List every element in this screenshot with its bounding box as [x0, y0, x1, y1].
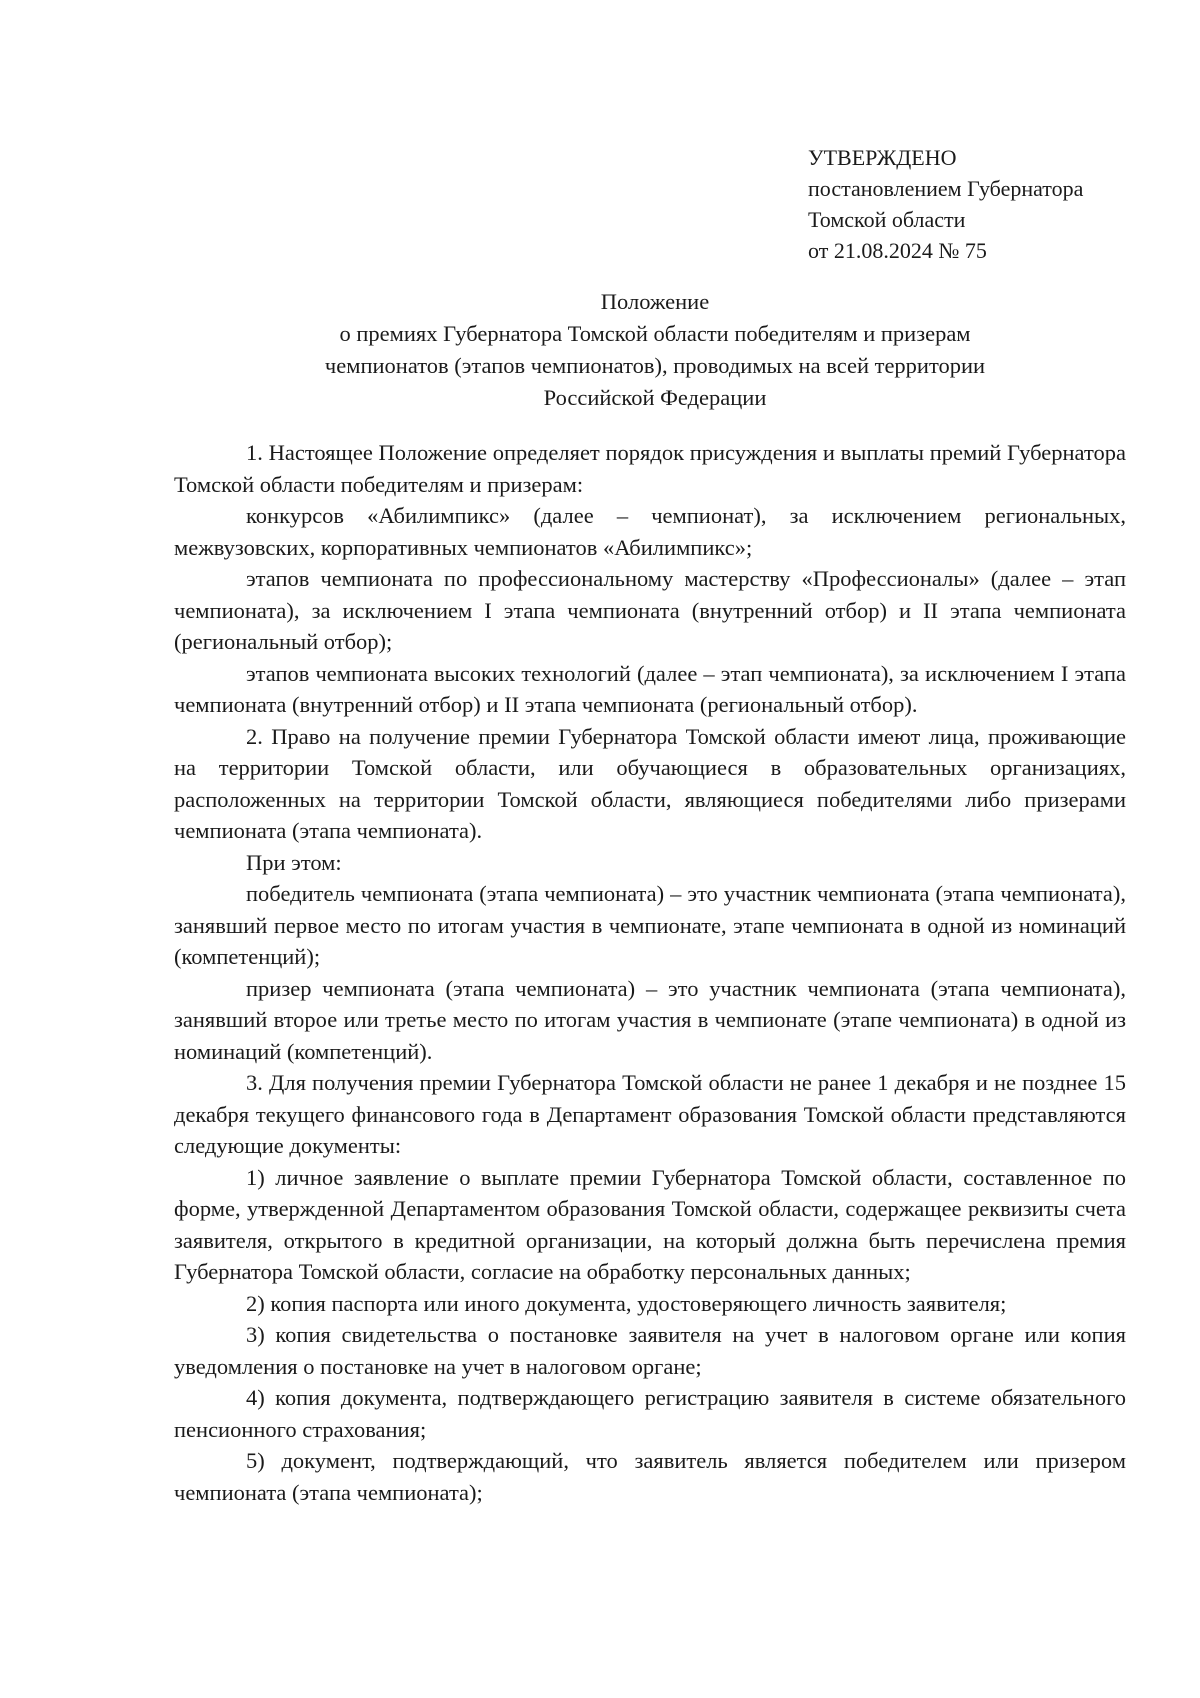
- approval-line: Томской области: [808, 207, 966, 232]
- paragraph: 1. Настоящее Положение определяет порядок присуждения и выплаты премий Губернатора Томской области победителям и призерам:: [174, 440, 1126, 497]
- paragraph: 2) копия паспорта или иного документа, удостоверяющего личность заявителя;: [246, 1290, 1007, 1316]
- title-line: чемпионатов (этапов чемпионатов), проводимых на всей территории: [324, 353, 986, 378]
- title-line: Российской Федерации: [543, 385, 767, 410]
- approval-title: УТВЕРЖДЕНО: [808, 145, 957, 170]
- paragraph: конкурсов «Абилимпикс» (далее – чемпионат), за исключением региональных, межвузовских, корпоративных чемпионатов «Абилимпикс»;: [174, 503, 1126, 560]
- approval-date-number: от 21.08.2024 № 75: [808, 238, 987, 263]
- paragraph: призер чемпионата (этапа чемпионата) – это участник чемпионата (этапа чемпионата), занявший второе или третье место по итогам участия в чемпионате (этапе чемпионата) в одной из номинаций (компетенций).: [174, 975, 1126, 1064]
- paragraph: 5) документ, подтверждающий, что заявитель является победителем или призером чемпионата (этапа чемпионата);: [174, 1448, 1126, 1505]
- paragraph: 3) копия свидетельства о постановке заявителя на учет в налоговом органе или копия уведомления о постановке на учет в налоговом органе;: [174, 1322, 1126, 1379]
- paragraph: победитель чемпионата (этапа чемпионата) – это участник чемпионата (этапа чемпионата), занявший первое место по итогам участия в чемпионате, этапе чемпионата в одной из номинаций (компетенций);: [174, 881, 1126, 969]
- title-heading: Положение: [600, 289, 710, 314]
- paragraph: этапов чемпионата высоких технологий (далее – этап чемпионата), за исключением I этапа чемпионата (внутренний отбор) и II этапа чемпионата (региональный отбор).: [174, 660, 1126, 717]
- paragraph: При этом:: [246, 849, 342, 875]
- document-body: [174, 437, 1126, 1508]
- paragraph: 1) личное заявление о выплате премии Губернатора Томской области, составленное по форме, утвержденной Департаментом образования Томской области, содержащее реквизиты счета заявителя, открытого в кредитной организации, на который должна быть перечислена премия Губернатора Томской области, согласие на обработку персональных данных;: [174, 1164, 1126, 1284]
- document-title: [160, 286, 1150, 414]
- approval-stamp: [808, 142, 1083, 266]
- paragraph: 3. Для получения премии Губернатора Томской области не ранее 1 декабря и не позднее 15 декабря текущего финансового года в Департамент образования Томской области представляются следующие документы:: [174, 1070, 1126, 1158]
- paragraph: 2. Право на получение премии Губернатора Томской области имеют лица, проживающие на территории Томской области, или обучающиеся в образовательных организациях, расположенных на территории Томской области, являющиеся победителями либо призерами чемпионата (этапа чемпионата).: [174, 723, 1126, 843]
- approval-line: постановлением Губернатора: [808, 176, 1084, 201]
- paragraph: 4) копия документа, подтверждающего регистрацию заявителя в системе обязательного пенсионного страхования;: [174, 1385, 1126, 1442]
- title-line: о премиях Губернатора Томской области победителям и призерам: [339, 321, 971, 346]
- paragraph: этапов чемпионата по профессиональному мастерству «Профессионалы» (далее – этап чемпионата), за исключением I этапа чемпионата (внутренний отбор) и II этапа чемпионата (региональный отбор);: [174, 566, 1126, 654]
